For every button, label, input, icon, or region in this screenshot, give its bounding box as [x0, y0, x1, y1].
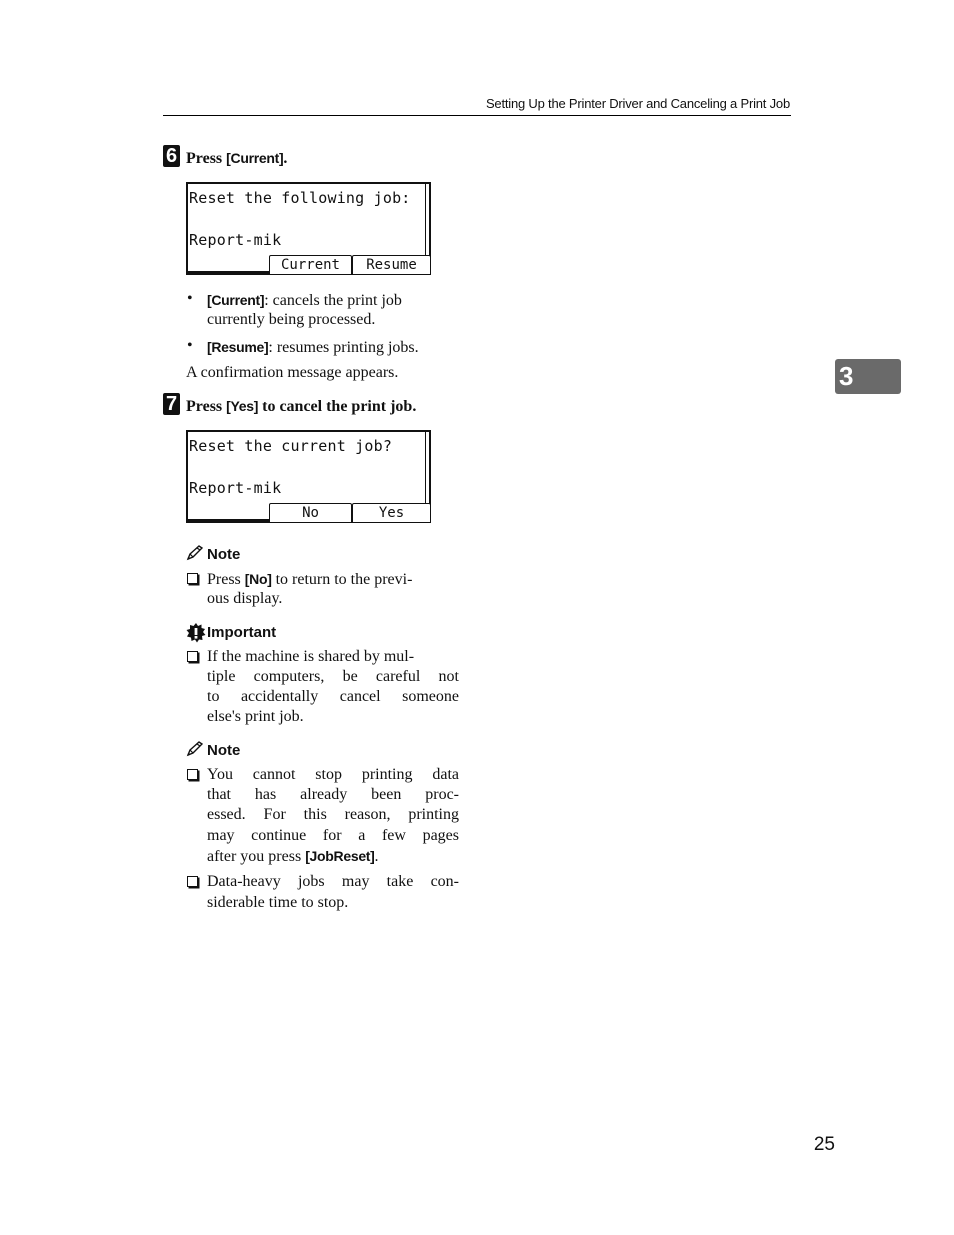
checkbox-bullet [187, 651, 198, 662]
lcd-line-1: Reset the current job? [189, 437, 393, 455]
note-2-line-2: that has already been proc- [207, 786, 459, 803]
lcd-panel-reset-current [186, 430, 431, 523]
step-6-prefix: Press [186, 150, 227, 167]
note-1-post: to return to the previ- [271, 571, 413, 588]
note-2-last-pre: after you press [207, 848, 306, 865]
lcd-bottom-bar [188, 519, 270, 521]
step-number-6: 6 [163, 145, 180, 167]
chapter-tab: 3 [835, 359, 901, 394]
pencil-icon [186, 545, 204, 566]
no-key-label: [No] [244, 571, 272, 587]
pencil-icon [186, 741, 204, 762]
lcd-yes-softkey: Yes [352, 503, 431, 523]
header-rule [163, 115, 791, 116]
bullet-dot: • [187, 337, 193, 354]
step-6-suffix: . [283, 150, 288, 167]
note-2-line-5 [207, 846, 459, 867]
important-heading: Important [207, 624, 277, 641]
bullet-current [207, 290, 459, 311]
lcd-softkey-row [188, 503, 429, 521]
lcd-inner-border [425, 432, 426, 503]
bullet-resume [207, 337, 459, 358]
step-number-7: 7 [163, 393, 180, 415]
lcd-current-softkey: Current [269, 255, 352, 275]
important-icon [186, 623, 206, 648]
bullet-current-text: : cancels the print job [264, 292, 402, 309]
bullet-resume-text: : resumes printing jobs. [268, 339, 419, 356]
step-7-instruction [186, 398, 416, 416]
note-1-pre: Press [207, 571, 245, 588]
lcd-line-2: Report-mik [189, 231, 282, 249]
page-number: 25 [813, 1134, 835, 1155]
lcd-line-2: Report-mik [189, 479, 282, 497]
checkbox-bullet [187, 573, 198, 584]
note-2-line-1: You cannot stop printing data [207, 766, 459, 783]
note-1-line2: ous display. [207, 590, 283, 607]
important-line-4: else's print job. [207, 708, 304, 725]
running-header: Setting Up the Printer Driver and Canceling a Print Job [485, 96, 790, 111]
note-2-last-post: . [374, 848, 379, 865]
step-7-prefix: Press [186, 398, 227, 415]
note-heading: Note [207, 742, 241, 759]
jobreset-key-label: [JobReset] [305, 848, 375, 864]
note-2-line-4: may continue for a few pages [207, 827, 459, 844]
lcd-bottom-bar [188, 271, 270, 273]
current-key-label: [Current] [226, 150, 284, 166]
lcd-softkey-row [188, 255, 429, 273]
confirmation-text: A confirmation message appears. [186, 364, 399, 381]
resume-key-label: [Resume] [207, 339, 269, 355]
yes-key-label: [Yes] [226, 398, 259, 414]
lcd-resume-softkey: Resume [352, 255, 431, 275]
important-line-1: If the machine is shared by mul- [207, 648, 415, 665]
step-6-instruction [186, 150, 287, 168]
bullet-current-line2: currently being processed. [207, 311, 376, 328]
lcd-no-softkey: No [269, 503, 352, 523]
important-line-2: tiple computers, be careful not [207, 668, 459, 685]
note-heading: Note [207, 546, 241, 563]
current-key-label: [Current] [207, 292, 265, 308]
note-2-item2-line-2: siderable time to stop. [207, 894, 349, 911]
bullet-dot: • [187, 290, 193, 307]
checkbox-bullet [187, 769, 198, 780]
note-2-line-3: essed. For this reason, printing [207, 806, 459, 823]
checkbox-bullet [187, 876, 198, 887]
note-1-item [207, 569, 459, 590]
important-line-3: to accidentally cancel someone [207, 688, 459, 705]
lcd-panel-reset-following [186, 182, 431, 275]
note-2-item2-line-1: Data-heavy jobs may take con- [207, 873, 459, 890]
lcd-line-1: Reset the following job: [189, 189, 411, 207]
lcd-inner-border [425, 184, 426, 255]
step-7-suffix: to cancel the print job. [258, 398, 417, 415]
